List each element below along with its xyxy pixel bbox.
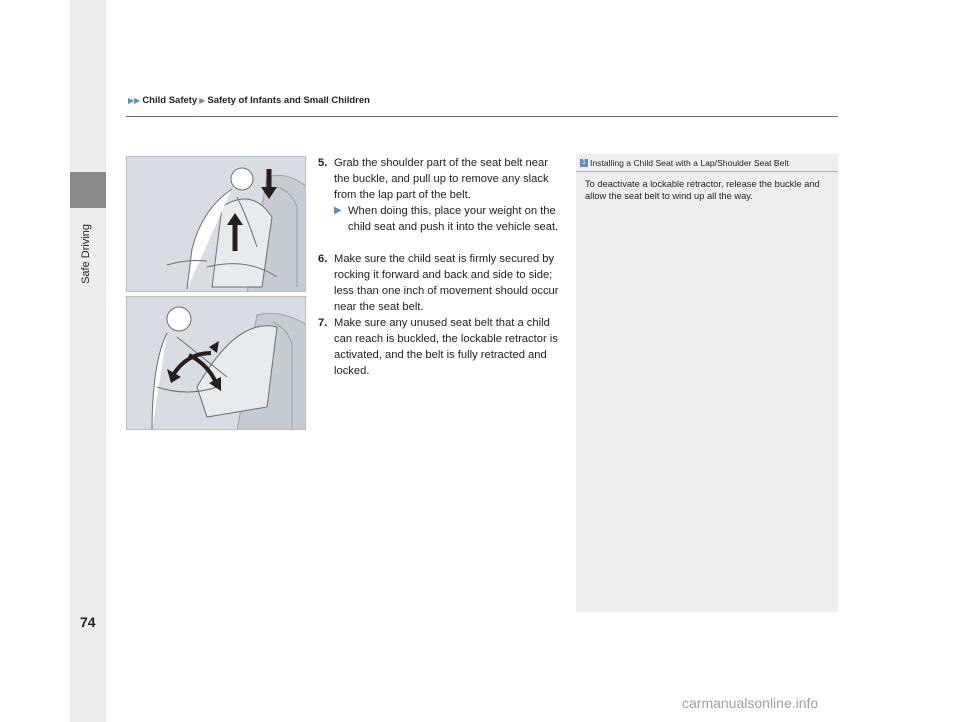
- page-number: 74: [80, 614, 96, 630]
- step-note-text: When doing this, place your weight on the child seat and push it into the vehicle seat.: [348, 205, 559, 233]
- step-item: [318, 251, 562, 315]
- reference-icon: 1: [580, 159, 588, 167]
- step-item: [318, 315, 562, 379]
- sidebar-body: To deactivate a lockable retractor, release the buckle and allow the seat belt to wind up all the way.: [585, 179, 820, 201]
- step-number: 6.: [318, 253, 328, 265]
- side-tab-marker: [70, 172, 106, 208]
- header-rule: [126, 116, 838, 117]
- step-number: 5.: [318, 157, 328, 169]
- step-item: [318, 155, 562, 203]
- steps-list: [318, 155, 562, 379]
- step-number: 7.: [318, 317, 328, 329]
- illustration-rock-seat: [126, 296, 306, 430]
- illustration-pull-belt: [126, 156, 306, 292]
- step-text: Make sure any unused seat belt that a child can reach is buckled, the lockable retractor is activated, and the belt is fully retracted and locked.: [334, 317, 558, 377]
- breadcrumb-item-infants[interactable]: Safety of Infants and Small Children: [207, 95, 370, 106]
- sidebar-note-box: [576, 154, 838, 612]
- breadcrumb: [128, 95, 370, 106]
- side-tab-label: Safe Driving: [80, 224, 92, 284]
- breadcrumb-item-child-safety[interactable]: Child Safety: [142, 95, 198, 106]
- watermark: carmanualsonline.info: [682, 695, 819, 711]
- step-text: Grab the shoulder part of the seat belt near the buckle, and pull up to remove any slack from the lap part of the belt.: [334, 157, 549, 201]
- breadcrumb-arrow-icon: ▶: [199, 96, 206, 105]
- breadcrumb-arrow-icon: ▶▶: [128, 96, 141, 105]
- sidebar-title-text: Installing a Child Seat with a Lap/Shoulder Seat Belt: [590, 158, 789, 168]
- step-text: Make sure the child seat is firmly secured by rocking it forward and back and side to side; less than one inch of movement should occur near the seat belt.: [334, 253, 559, 313]
- sidebar-title: [576, 154, 838, 172]
- note-arrow-icon: ▶: [334, 205, 342, 216]
- step-note: [334, 203, 562, 235]
